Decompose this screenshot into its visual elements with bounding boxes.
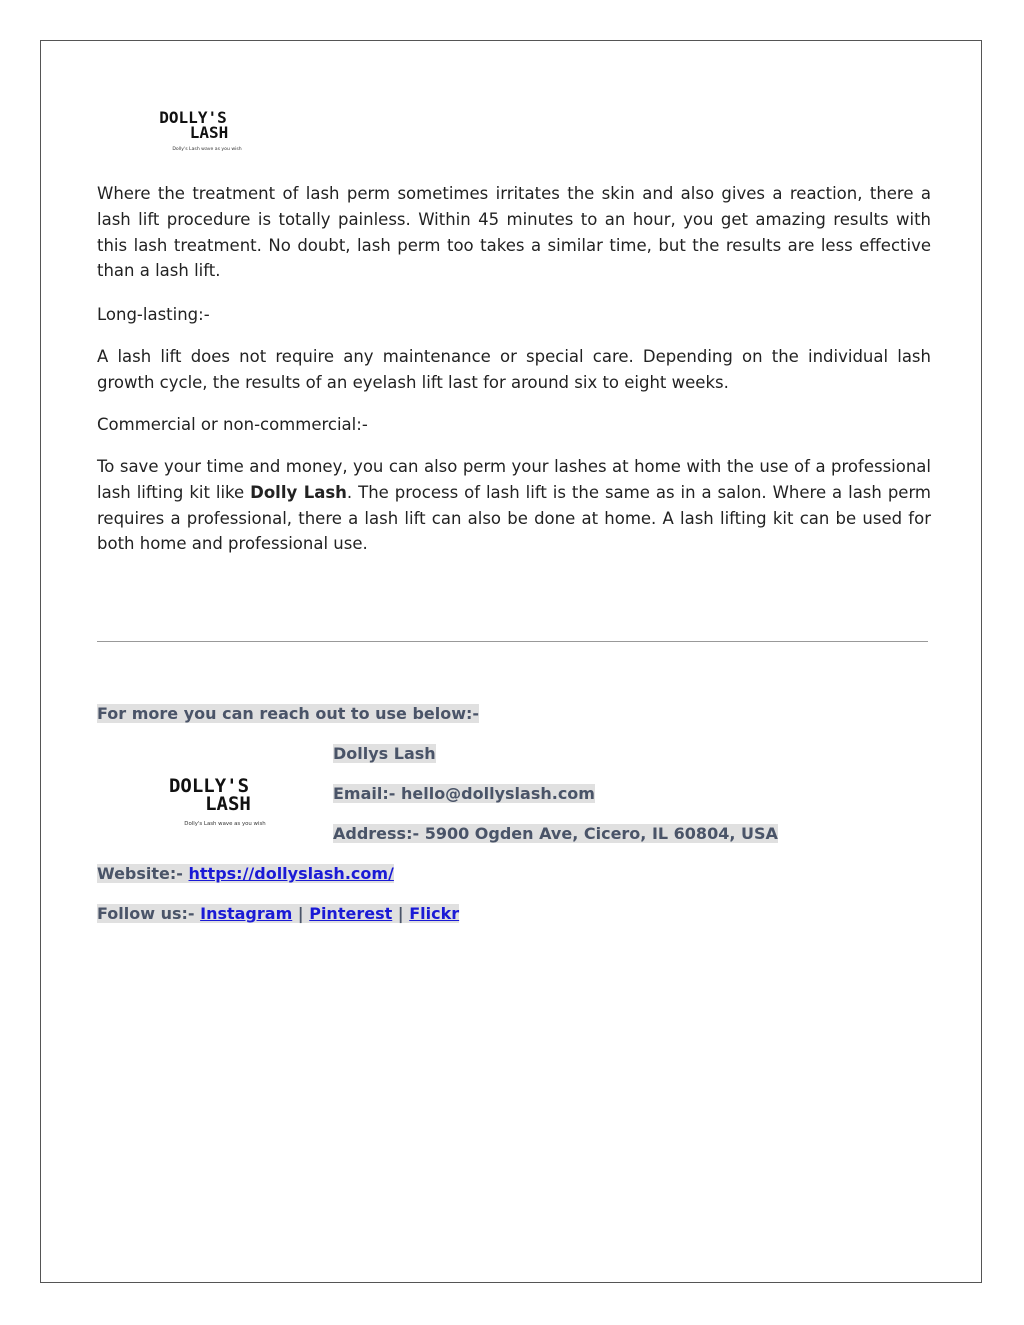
dollys-lash-logo-contact bbox=[141, 773, 277, 829]
instagram-link[interactable]: Instagram bbox=[200, 904, 293, 923]
contact-email bbox=[333, 784, 595, 804]
website-label-wrap bbox=[97, 864, 394, 883]
document-page bbox=[40, 40, 982, 1283]
contact-website bbox=[97, 864, 394, 884]
heading-long-lasting: Long-lasting:- bbox=[97, 305, 210, 324]
contact-brand-text: Dollys Lash bbox=[333, 744, 436, 763]
contact-follow bbox=[97, 904, 459, 924]
website-link[interactable]: https://dollyslash.com/ bbox=[188, 864, 394, 883]
paragraph-painless: Where the treatment of lash perm sometimes irritates the skin and also gives a reaction, there a lash lift procedure is totally painless. Within 45 minutes to an hour, you get amazing results with this lash treatment. No doubt, lash perm too takes a similar time, but the results are less effective than a lash lift. bbox=[97, 184, 931, 281]
contact-heading-text: For more you can reach out to use below:- bbox=[97, 704, 480, 723]
follow-label: Follow us:- bbox=[97, 904, 201, 923]
contact-heading bbox=[97, 704, 479, 724]
logo-tagline: Dolly's Lash wave as you wish bbox=[172, 147, 242, 152]
contact-email-text: Email:- hello@dollyslash.com bbox=[333, 784, 595, 803]
dolly-lash-bold: Dolly Lash bbox=[250, 482, 347, 502]
dollys-lash-logo bbox=[135, 107, 251, 153]
horizontal-divider bbox=[97, 641, 928, 642]
paragraph-commercial-part1: To save your time and money, you can also perm your lashes at home with the use of a professional lash lifting kit like bbox=[97, 457, 931, 502]
heading-commercial: Commercial or non-commercial:- bbox=[97, 415, 368, 434]
logo-contact-tagline: Dolly's Lash wave as you wish bbox=[184, 821, 266, 827]
contact-address bbox=[333, 824, 778, 844]
logo-word-bottom: LASH bbox=[189, 123, 229, 142]
separator-2: | bbox=[392, 904, 410, 923]
flickr-link[interactable]: Flickr bbox=[409, 904, 460, 923]
paragraph-long-lasting: A lash lift does not require any maintenance or special care. Depending on the individual lash growth cycle, the results of an eyelash lift last for around six to eight weeks. bbox=[97, 347, 931, 392]
contact-brand bbox=[333, 744, 436, 764]
logo-word-top: DOLLY'S bbox=[159, 108, 227, 127]
paragraph-commercial-part2: . The process of lash lift is the same as in a salon. Where a lash perm requires a professional, there a lash lift can also be done at home. A lash lifting kit can be used for both home and professional use. bbox=[97, 482, 932, 554]
paragraph-commercial bbox=[97, 454, 931, 557]
pinterest-link[interactable]: Pinterest bbox=[309, 904, 393, 923]
contact-address-text: Address:- 5900 Ogden Ave, Cicero, IL 60804, USA bbox=[333, 824, 778, 843]
logo-contact-word-top: DOLLY'S bbox=[168, 775, 250, 797]
logo-contact-word-bottom: LASH bbox=[205, 793, 251, 815]
separator-1: | bbox=[292, 904, 310, 923]
follow-wrap bbox=[97, 904, 459, 923]
website-label: Website:- bbox=[97, 864, 189, 883]
